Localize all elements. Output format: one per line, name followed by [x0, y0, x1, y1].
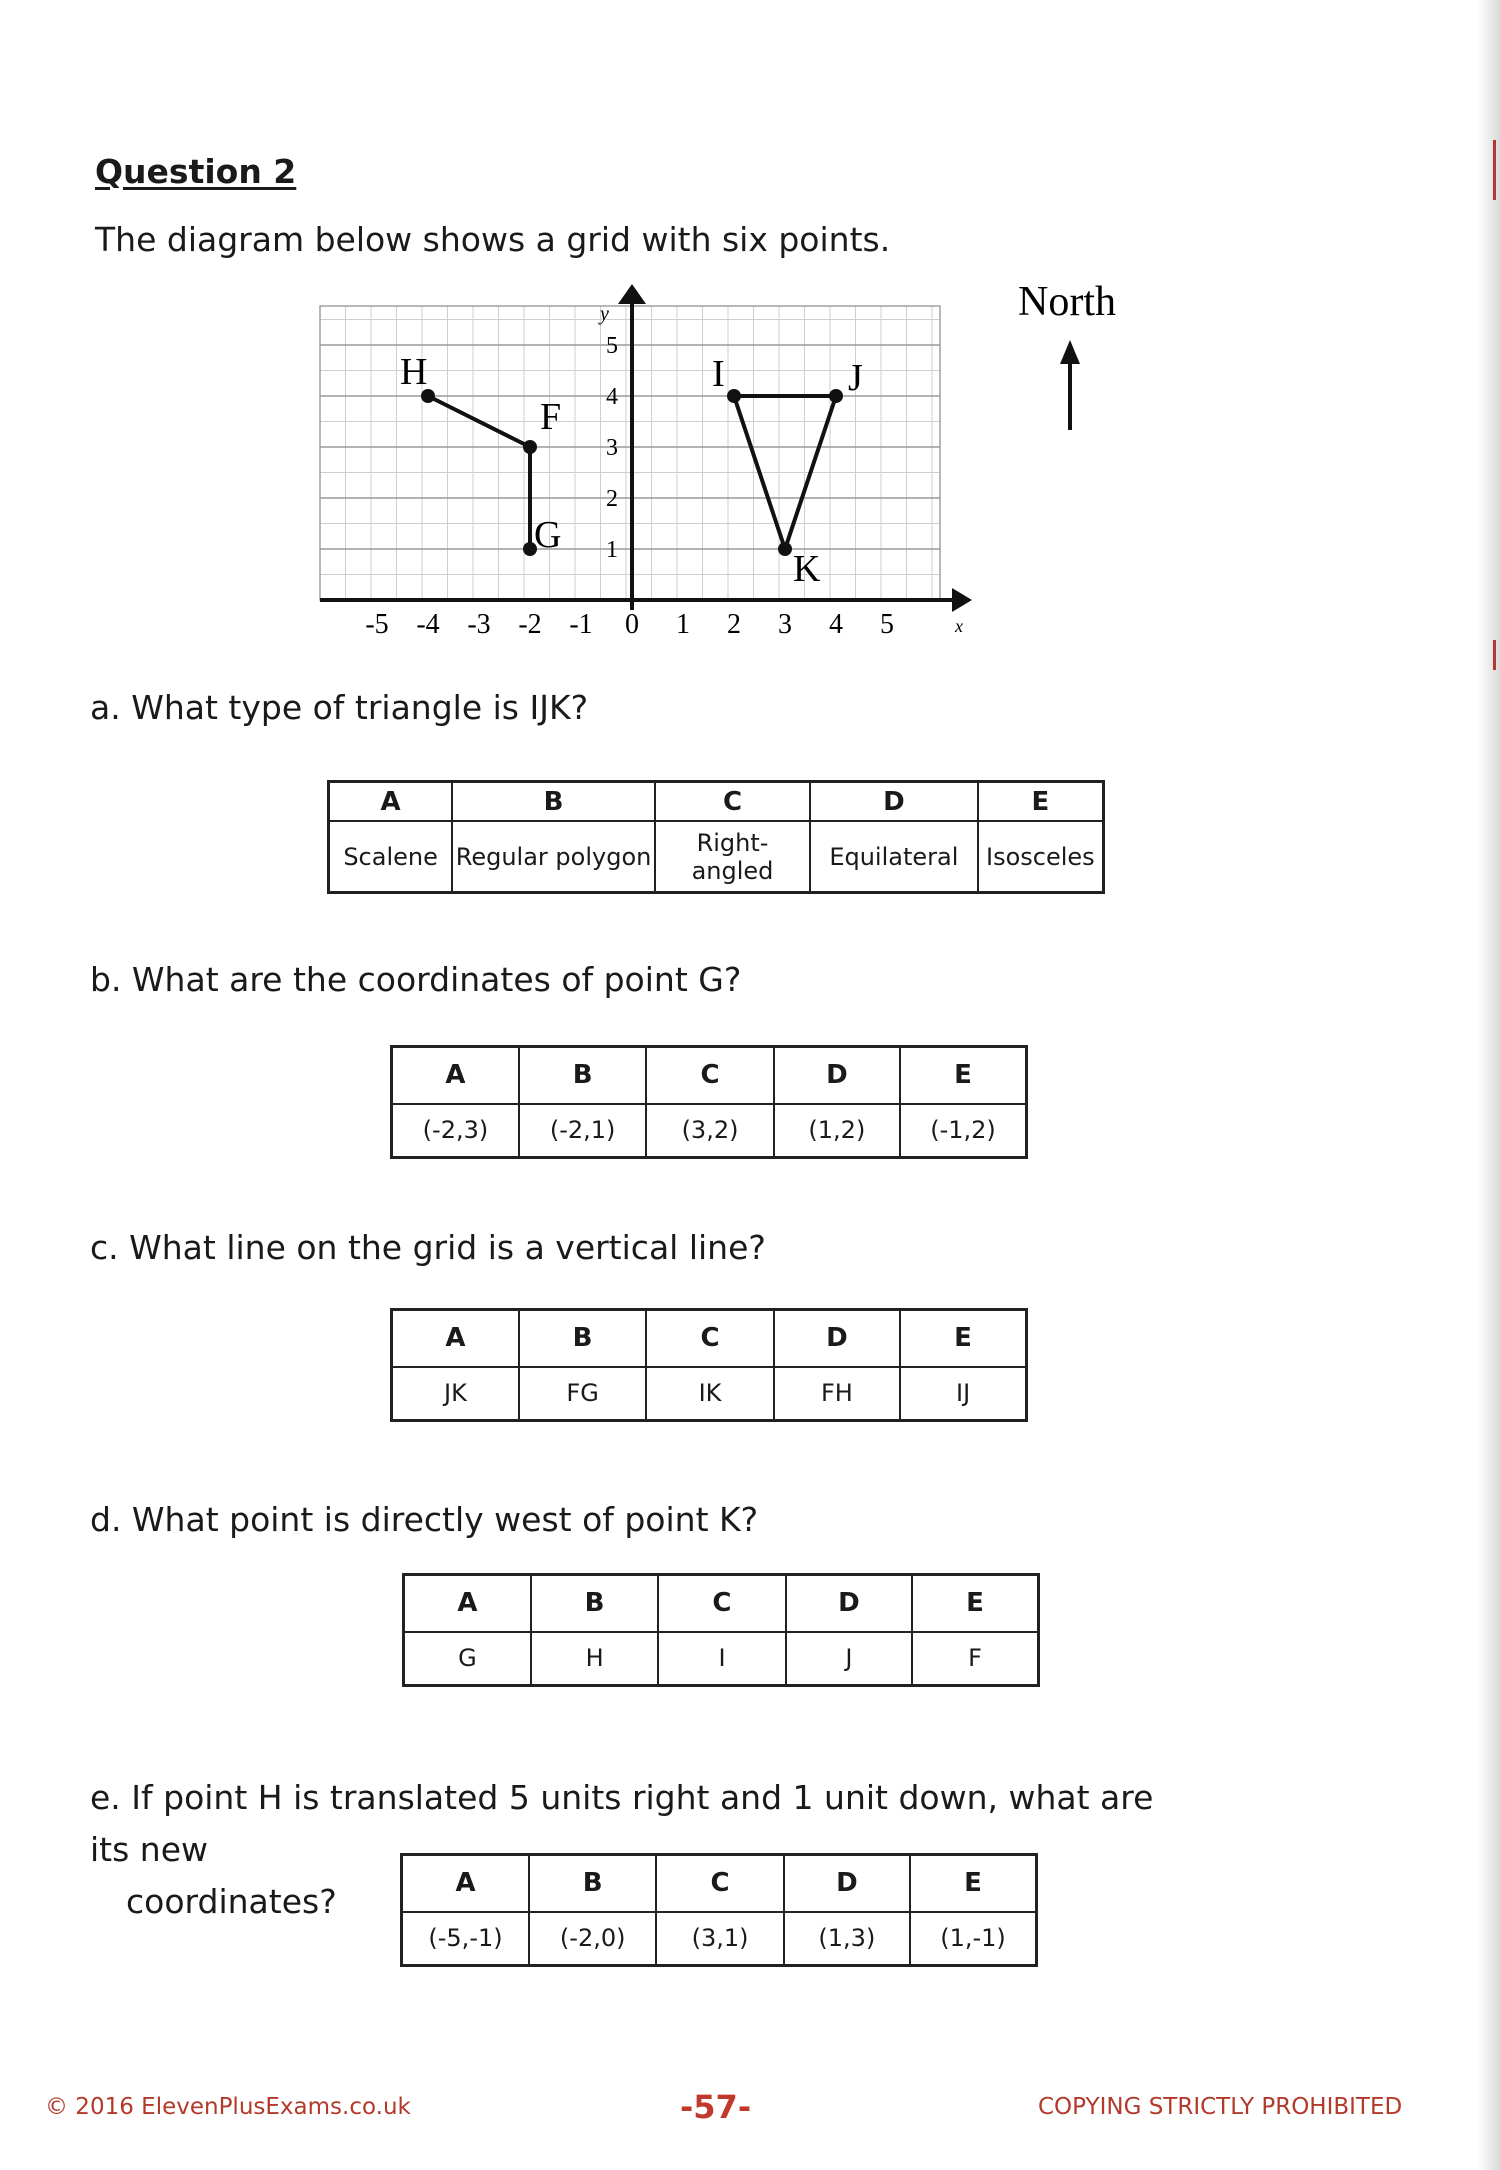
option-letter: C [658, 1575, 785, 1632]
answer-option[interactable]: (-2,0) [529, 1912, 656, 1966]
answer-option[interactable]: (3,1) [656, 1912, 783, 1966]
point-label-G: G [534, 514, 562, 556]
page-edge-mark [1493, 140, 1496, 200]
x-tick-label: 4 [829, 609, 843, 640]
option-letter: E [978, 782, 1104, 822]
answer-option[interactable]: (-2,1) [519, 1104, 646, 1158]
option-letter: A [404, 1575, 531, 1632]
answer-option[interactable]: IJ [900, 1367, 1026, 1421]
question-d-text: d. What point is directly west of point K? [90, 1500, 759, 1539]
answer-option[interactable]: G [404, 1632, 531, 1686]
x-tick-label: 3 [778, 609, 792, 640]
x-tick-label: 1 [676, 609, 690, 640]
option-letter: B [452, 782, 655, 822]
y-axis-label: y [600, 303, 609, 325]
answer-option[interactable]: (1,2) [774, 1104, 900, 1158]
answer-option[interactable]: Equilateral [810, 821, 978, 892]
option-letter: D [784, 1855, 910, 1912]
footer-notice: COPYING STRICTLY PROHIBITED [1038, 2094, 1403, 2120]
option-letter: C [656, 1855, 783, 1912]
answer-option[interactable]: FG [519, 1367, 646, 1421]
y-tick-label: 1 [606, 537, 618, 563]
x-tick-label: -5 [365, 609, 389, 640]
option-letter: E [900, 1047, 1026, 1104]
point-J [829, 389, 843, 403]
answer-option[interactable]: (-2,3) [392, 1104, 519, 1158]
answer-table-a [327, 780, 1105, 894]
option-letter: E [910, 1855, 1036, 1912]
page-edge-mark [1493, 640, 1496, 670]
x-tick-label: -1 [569, 609, 593, 640]
answer-option[interactable]: F [912, 1632, 1038, 1686]
footer-copyright: © 2016 ElevenPlusExams.co.uk [45, 2094, 411, 2120]
answer-option[interactable]: FH [774, 1367, 900, 1421]
answer-option[interactable]: I [658, 1632, 785, 1686]
point-label-K: K [793, 548, 821, 590]
x-axis-arrow [952, 588, 972, 612]
option-letter: D [810, 782, 978, 822]
question-a-text: a. What type of triangle is IJK? [90, 688, 589, 727]
answer-option[interactable]: H [531, 1632, 658, 1686]
answer-option[interactable]: Scalene [329, 821, 453, 892]
point-label-F: F [540, 396, 562, 438]
option-letter: C [655, 782, 810, 822]
answer-option[interactable]: IK [646, 1367, 773, 1421]
x-tick-label: -2 [518, 609, 542, 640]
x-tick-label: 0 [625, 609, 639, 640]
question-heading: Question 2 [95, 152, 297, 191]
y-axis-arrow [618, 284, 646, 304]
answer-table-d [402, 1573, 1040, 1687]
x-tick-label: -4 [416, 609, 440, 640]
option-letter: C [646, 1310, 773, 1367]
x-axis-label: x [955, 616, 963, 636]
point-F [523, 440, 537, 454]
answer-option[interactable]: (3,2) [646, 1104, 773, 1158]
answer-option[interactable]: Isosceles [978, 821, 1104, 892]
question-e-line2: coordinates? [126, 1882, 337, 1921]
x-tick-label: -3 [467, 609, 491, 640]
coordinate-grid-diagram [300, 270, 1180, 660]
answer-option[interactable]: JK [392, 1367, 519, 1421]
tick-labels [365, 333, 894, 640]
option-letter: B [529, 1855, 656, 1912]
option-letter: A [402, 1855, 530, 1912]
question-e-line1: e. If point H is translated 5 units right and 1 unit down, what are its new [90, 1778, 1154, 1869]
option-letter: C [646, 1047, 773, 1104]
option-letter: D [774, 1047, 900, 1104]
answer-option[interactable]: Regular polygon [452, 821, 655, 892]
point-I [727, 389, 741, 403]
point-K [778, 542, 792, 556]
y-tick-label: 3 [606, 435, 618, 461]
answer-option[interactable]: (1,3) [784, 1912, 910, 1966]
option-letter: B [519, 1310, 646, 1367]
point-label-J: J [848, 357, 863, 399]
option-letter: D [786, 1575, 912, 1632]
option-letter: B [531, 1575, 658, 1632]
y-tick-label: 5 [606, 333, 618, 359]
option-letter: E [900, 1310, 1026, 1367]
y-tick-label: 4 [606, 384, 618, 410]
option-letter: D [774, 1310, 900, 1367]
option-letter: B [519, 1047, 646, 1104]
page-edge-shadow [1478, 0, 1500, 2170]
option-letter: A [392, 1310, 519, 1367]
answer-table-c [390, 1308, 1028, 1422]
option-letter: A [329, 782, 453, 822]
point-label-H: H [400, 351, 428, 393]
point-label-I: I [712, 353, 725, 395]
x-tick-label: 5 [880, 609, 894, 640]
option-letter: E [912, 1575, 1038, 1632]
question-c-text: c. What line on the grid is a vertical line? [90, 1228, 766, 1267]
question-intro: The diagram below shows a grid with six points. [95, 220, 891, 259]
footer-page-number: -57- [680, 2088, 752, 2126]
question-b-text: b. What are the coordinates of point G? [90, 960, 742, 999]
answer-option[interactable]: (1,-1) [910, 1912, 1036, 1966]
option-letter: A [392, 1047, 519, 1104]
answer-option[interactable]: (-1,2) [900, 1104, 1026, 1158]
axes [320, 284, 972, 612]
y-tick-label: 2 [606, 486, 618, 512]
north-arrow-head [1060, 340, 1080, 364]
x-tick-label: 2 [727, 609, 741, 640]
answer-table-e [400, 1853, 1038, 1967]
compass-label: North [1018, 279, 1116, 325]
answer-option[interactable]: (-5,-1) [402, 1912, 530, 1966]
answer-option[interactable]: J [786, 1632, 912, 1686]
answer-table-b [390, 1045, 1028, 1159]
answer-option[interactable]: Right-angled [655, 821, 810, 892]
